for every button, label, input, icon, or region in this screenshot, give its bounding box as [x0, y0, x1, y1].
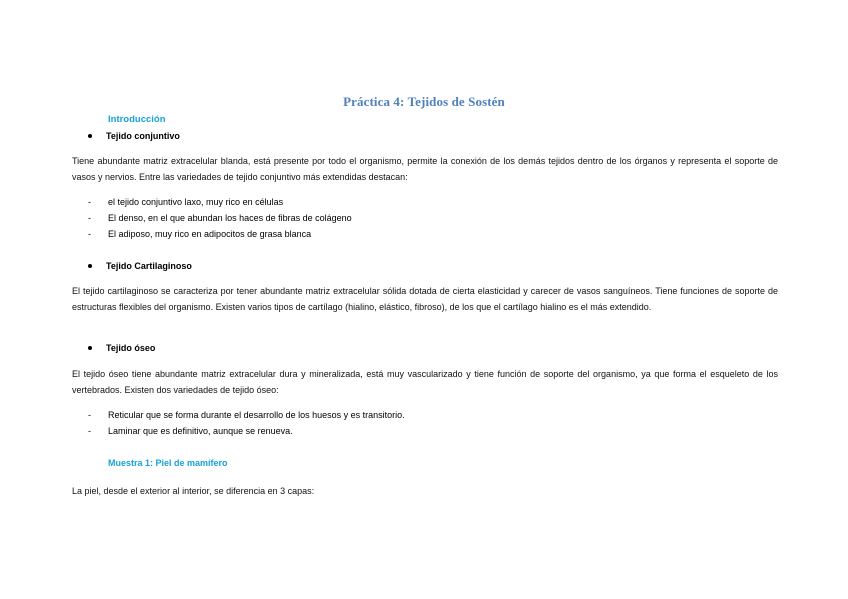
list-item: - El denso, en el que abundan los haces de fibras de colágeno	[88, 210, 352, 226]
bullet-icon	[88, 346, 92, 350]
dash-marker: -	[88, 197, 91, 207]
bullet-label: Tejido óseo	[106, 343, 156, 353]
dash-marker: -	[88, 426, 91, 436]
list-item: - El adiposo, muy rico en adipocitos de grasa blanca	[88, 226, 352, 242]
sample-paragraph: La piel, desde el exterior al interior, se diferencia en 3 capas:	[72, 486, 315, 496]
bullet-label: Tejido Cartilaginoso	[106, 261, 192, 271]
dash-marker: -	[88, 229, 91, 239]
bullet-tejido-conjuntivo	[88, 131, 180, 141]
paragraph-oseo: El tejido óseo tiene abundante matriz extracelular dura y mineralizada, está muy vascularizado y tiene función de soporte del organismo, ya que forma el esqueleto de los vertebrados. Existen dos variedades de tejido óseo:	[72, 369, 778, 395]
sample-heading: Muestra 1: Piel de mamífero	[108, 458, 228, 468]
list-item: - Laminar que es definitivo, aunque se renueva.	[88, 423, 405, 439]
bullet-icon	[88, 264, 92, 268]
bullet-icon	[88, 134, 92, 138]
list-oseo	[88, 407, 405, 439]
paragraph-cartilaginoso: El tejido cartilaginoso se caracteriza por tener abundante matriz extracelular sólida dotada de cierta elasticidad y carecer de vasos sanguíneos. Tiene funciones de soporte de estructuras flexibles del organismo. Existen varios tipos de cartílago (hialino, elástico, fibroso), de los que el cartílago hialino es el más extendido.	[72, 286, 778, 312]
page-title: Práctica 4: Tejidos de Sostén	[343, 94, 505, 109]
dash-marker: -	[88, 213, 91, 223]
bullet-tejido-oseo	[88, 343, 155, 353]
intro-heading: Introducción	[108, 114, 166, 125]
paragraph-conjuntivo: Tiene abundante matriz extracelular blanda, está presente por todo el organismo, permite la conexión de los demás tejidos dentro de los órganos y representa el soporte de vasos y nervios. Entre las variedades de tejido conjuntivo más extendidas destacan:	[72, 156, 778, 182]
bullet-tejido-cartilaginoso	[88, 261, 192, 271]
bullet-label: Tejido conjuntivo	[106, 131, 180, 141]
list-item: - el tejido conjuntivo laxo, muy rico en células	[88, 194, 352, 210]
list-conjuntivo	[88, 194, 352, 242]
dash-marker: -	[88, 410, 91, 420]
list-item: - Reticular que se forma durante el desarrollo de los huesos y es transitorio.	[88, 407, 405, 423]
